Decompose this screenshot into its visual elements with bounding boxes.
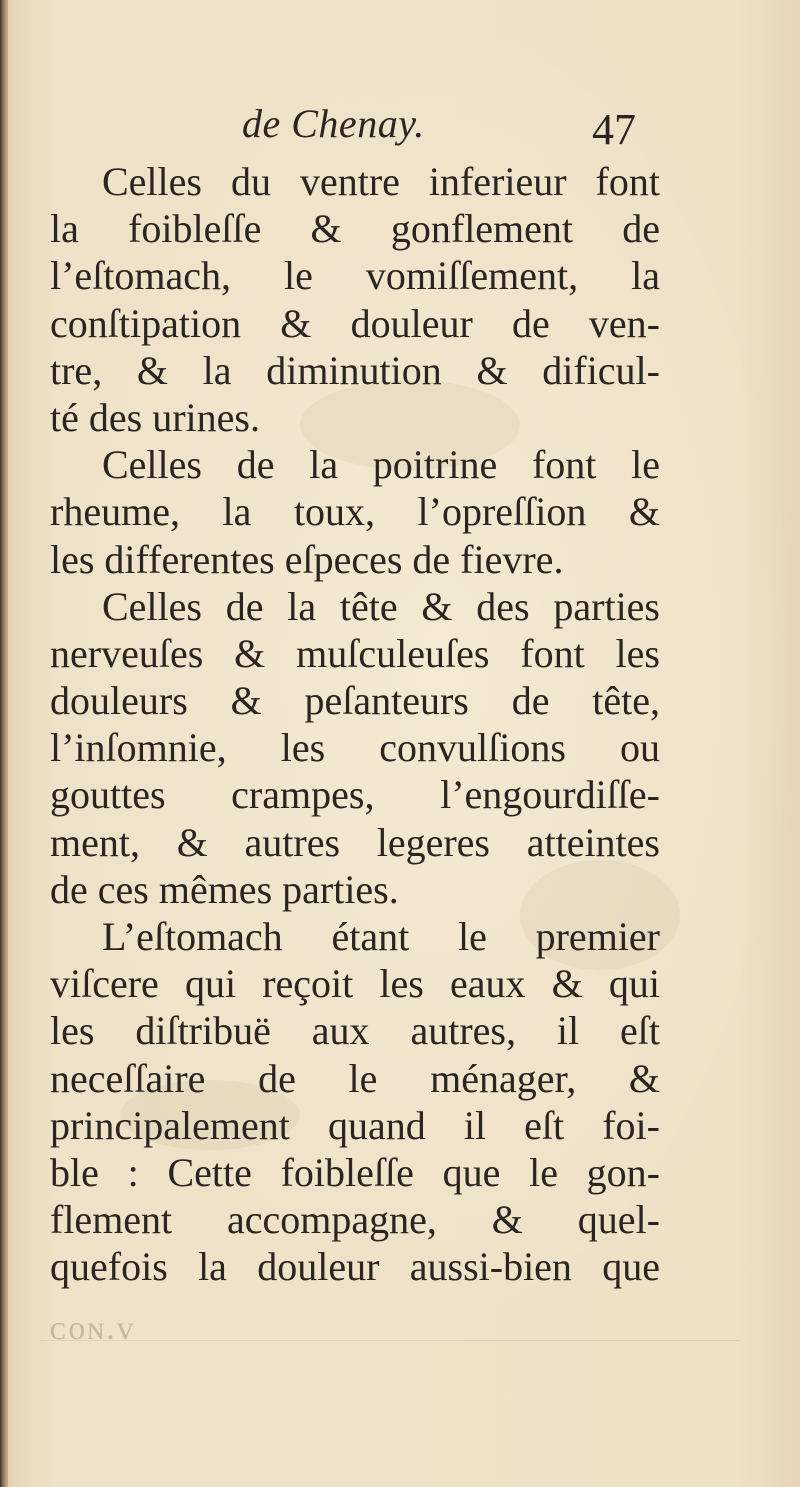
page-number: 47 bbox=[592, 105, 636, 154]
text-line: douleurs & peſanteurs de tête, bbox=[50, 678, 660, 724]
text-line: viſcere qui reçoit les eaux & qui bbox=[50, 961, 660, 1007]
page-header bbox=[0, 100, 800, 160]
text-line: nerveuſes & muſculeuſes font les bbox=[50, 630, 660, 676]
text-line: Celles du ventre inferieur font bbox=[102, 159, 660, 204]
body-text bbox=[50, 158, 660, 1291]
text-line: de ces mêmes parties. bbox=[50, 866, 399, 912]
text-line: Celles de la poitrine font le bbox=[102, 442, 660, 488]
text-line: la foibleſſe & gonflement de bbox=[50, 206, 660, 252]
binding-edge bbox=[0, 0, 8, 1487]
show-through-text: ᴄᴏɴ.ᴠ bbox=[50, 1310, 136, 1347]
text-line: ble : Cette foibleſſe que le gon- bbox=[50, 1149, 660, 1195]
text-line: té des urines. bbox=[50, 394, 260, 440]
text-line: Celles de la tête & des parties bbox=[102, 583, 660, 629]
text-line: principalement quand il eſt foi- bbox=[50, 1102, 660, 1148]
text-line: les diſtribuë aux autres, il eſt bbox=[50, 1008, 660, 1054]
text-line: ment, & autres legeres atteintes bbox=[50, 819, 660, 865]
text-line: flement accompagne, & quel- bbox=[50, 1197, 660, 1243]
text-line: les differentes eſpeces de fievre. bbox=[50, 536, 564, 582]
running-title: de Chenay. bbox=[242, 101, 425, 146]
text-line: neceſſaire de le ménager, & bbox=[50, 1055, 660, 1101]
text-line: conſtipation & douleur de ven- bbox=[50, 300, 660, 346]
text-line: l’inſomnie, les convulſions ou bbox=[50, 725, 660, 771]
text-line: rheume, la toux, l’opreſſion & bbox=[50, 489, 660, 535]
text-line: L’eſtomach étant le premier bbox=[102, 914, 660, 959]
paper-crease bbox=[40, 1340, 740, 1341]
text-line: quefois la douleur aussi-bien que bbox=[50, 1244, 660, 1290]
text-line: tre, & la diminution & dificul- bbox=[50, 347, 660, 393]
text-line: gouttes crampes, l’engourdiſſe- bbox=[50, 772, 660, 818]
text-line: l’eſtomach, le vomiſſement, la bbox=[50, 253, 660, 299]
